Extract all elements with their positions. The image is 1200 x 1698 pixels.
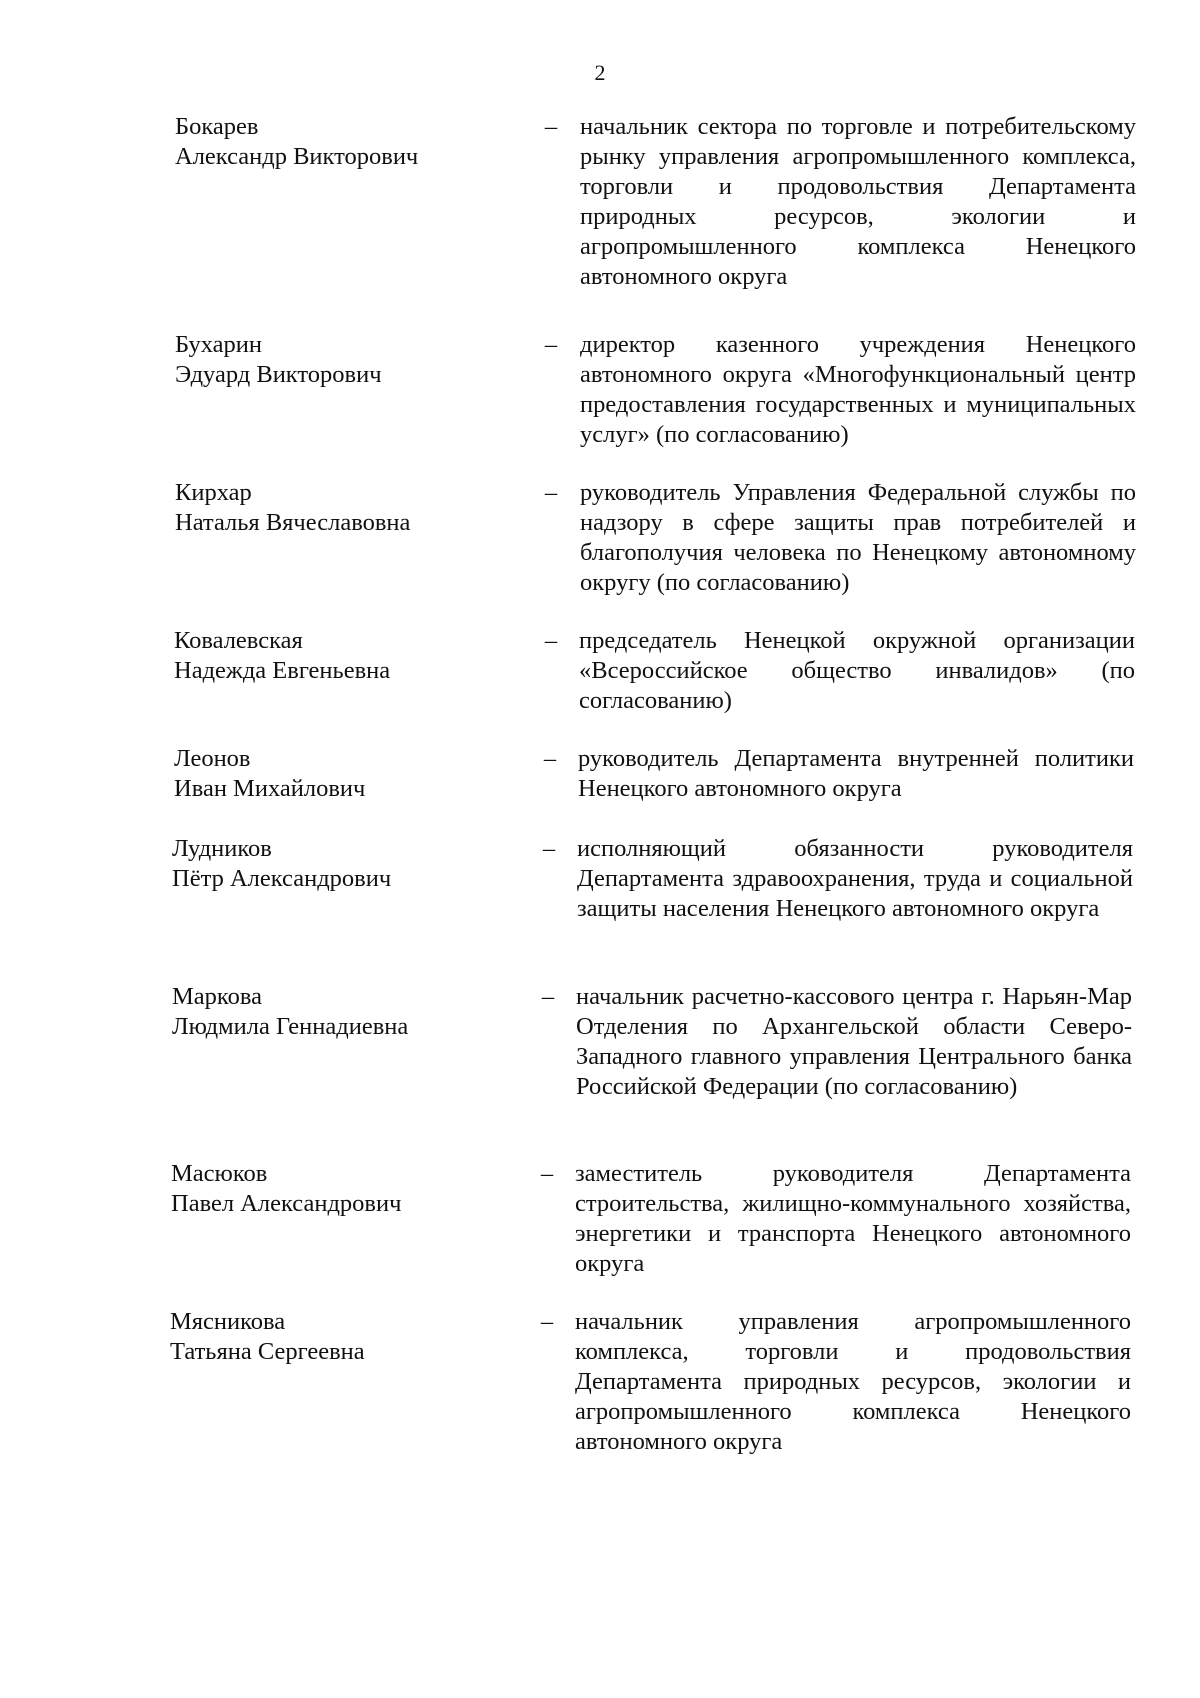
member-given-names: Татьяна Сергеевна: [170, 1338, 365, 1365]
member-surname: Кирхар: [175, 479, 252, 506]
member-name: [171, 1159, 491, 1219]
member-position: начальник расчетно-кассового центра г. Нарьян-Мар Отделения по Архангельской области Северо-Западного главного управления Центрального банка Российской Федерации (по согласованию): [576, 983, 1132, 1100]
member-given-names: Наталья Вячеславовна: [175, 509, 411, 536]
member-name: [175, 478, 495, 538]
member-name: [172, 834, 492, 894]
dash-separator: –: [544, 627, 558, 654]
member-position: председатель Ненецкой окружной организации «Всероссийское общество инвалидов» (по согласованию): [579, 627, 1135, 714]
member-given-names: Александр Викторович: [175, 143, 419, 170]
dash-separator: –: [541, 983, 555, 1010]
member-surname: Бухарин: [175, 331, 262, 358]
member-position: исполняющий обязанности руководителя Департамента здравоохранения, труда и социальной защиты населения Ненецкого автономного округа: [577, 835, 1133, 922]
member-surname: Мясникова: [170, 1308, 286, 1335]
member-position: руководитель Департамента внутренней политики Ненецкого автономного округа: [578, 745, 1134, 802]
member-position: руководитель Управления Федеральной службы по надзору в сфере защиты прав потребителей и благополучия человека по Ненецкому автономному округу (по согласованию): [580, 479, 1136, 596]
dash-separator: –: [540, 1160, 554, 1187]
member-surname: Маркова: [172, 983, 262, 1010]
member-surname: Лудников: [172, 835, 272, 862]
dash-separator: –: [540, 1308, 554, 1335]
member-name: [170, 1307, 490, 1367]
member-surname: Леонов: [174, 745, 251, 772]
member-surname: Ковалевская: [174, 627, 303, 654]
member-position: директор казенного учреждения Ненецкого автономного округа «Многофункциональный центр предоставления государственных и муниципальных услуг» (по согласованию): [580, 331, 1136, 448]
page-number: 2: [594, 60, 606, 85]
member-given-names: Иван Михайлович: [174, 775, 366, 802]
dash-separator: –: [543, 745, 557, 772]
dash-separator: –: [544, 479, 558, 506]
member-name: [172, 982, 492, 1042]
member-given-names: Павел Александрович: [171, 1190, 402, 1217]
member-surname: Бокарев: [175, 113, 259, 140]
member-given-names: Пётр Александрович: [172, 865, 392, 892]
member-name: [175, 112, 495, 172]
member-name: [174, 626, 494, 686]
member-given-names: Надежда Евгеньевна: [174, 657, 391, 684]
dash-separator: –: [542, 835, 556, 862]
member-given-names: Эдуард Викторович: [175, 361, 382, 388]
dash-separator: –: [544, 331, 558, 358]
member-position: начальник управления агропромышленного комплекса, торговли и продовольствия Департамента природных ресурсов, экологии и агропромышленного комплекса Ненецкого автономного округа: [575, 1308, 1131, 1455]
dash-separator: –: [544, 113, 558, 140]
member-position: заместитель руководителя Департамента строительства, жилищно-коммунального хозяйства, энергетики и транспорта Ненецкого автономного округа: [575, 1160, 1131, 1277]
member-position: начальник сектора по торговле и потребительскому рынку управления агропромышленного комплекса, торговли и продовольствия Департамента природных ресурсов, экологии и агропромышленного комплекса Ненецкого автономного округа: [580, 113, 1136, 290]
member-name: [175, 330, 495, 390]
member-given-names: Людмила Геннадиевна: [172, 1013, 409, 1040]
member-surname: Масюков: [171, 1160, 268, 1187]
member-name: [174, 744, 494, 804]
